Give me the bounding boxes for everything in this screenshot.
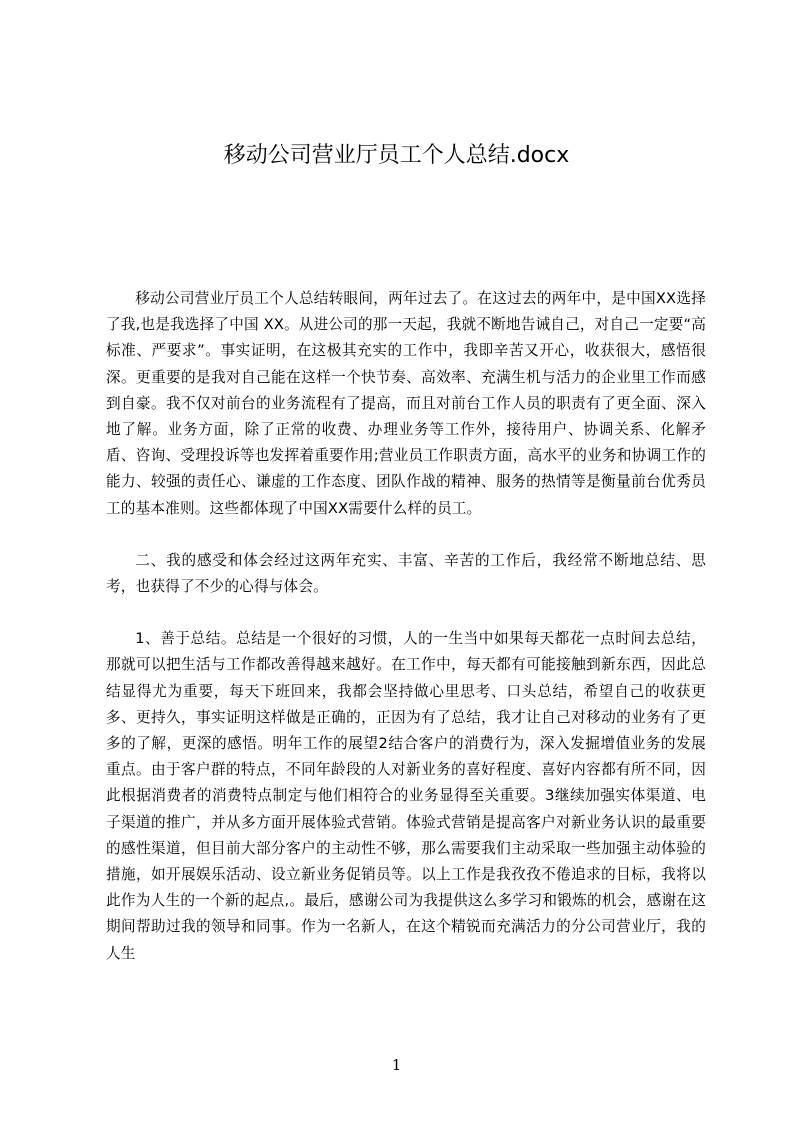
document-body — [106, 286, 706, 993]
paragraph-feelings: 二、我的感受和体会经过这两年充实、丰富、辛苦的工作后，我经常不断地总结、思考，也获得了不少的心得与体会。 — [106, 551, 706, 596]
page-number: 1 — [391, 1056, 402, 1074]
paragraph-summary: 1、善于总结。总结是一个很好的习惯，人的一生当中如果每天都花一点时间去总结，那就可以把生活与工作都改善得越来越好。在工作中，每天都有可能接触到新东西，因此总结显得尤为重要，每天下班回来，我都会坚持做心里思考、口头总结，希望自己的收获更多、更持久，事实证明这样做是正确的，正因为有了总结，我才让自己对移动的业务有了更多的了解，更深的感悟。明年工作的展望2结合客户的消费行为，深入发掘增值业务的发展重点。由于客户群的特点，不同年龄段的人对新业务的喜好程度、喜好内容都有所不同，因此根据消费者的消费特点制定与他们相符合的业务显得至关重要。3继续加强实体渠道、电子渠道的推广，并从多方面开展体验式营销。体验式营销是提高客户对新业务认识的最重要的感性渠道，但目前大部分客户的主动性不够，那么需要我们主动采取一些加强主动体验的措施，如开展娱乐活动、设立新业务促销员等。以上工作是我孜孜不倦追求的目标，我将以此作为人生的一个新的起点,。最后，感谢公司为我提供这么多学习和锻炼的机会，感谢在这期间帮助过我的领导和同事。作为一名新人，在这个精锐而充满活力的分公司营业厅，我的人生 — [106, 630, 706, 962]
document-title: 移动公司营业厅员工个人总结.docx — [223, 143, 570, 168]
paragraph-intro: 移动公司营业厅员工个人总结转眼间，两年过去了。在这过去的两年中，是中国XX选择了我,也是我选择了中国 XX。从进公司的那一天起，我就不断地告诫自己，对自己一定要“高标准、严要求”。事实证明，在这极其充实的工作中，我即辛苦又开心，收获很大，感悟很深。更重要的是我对自己能在这样一个快节奏、高效率、充满生机与活力的企业里工作而感到自豪。我不仅对前台的业务流程有了提高，而且对前台工作人员的职责有了更全面、深入地了解。业务方面，除了正常的收费、办理业务等工作外，接待用户、协调关系、化解矛盾、咨询、受理投诉等也发挥着重要作用;营业员工作职责方面，高水平的业务和协调工作的能力、较强的责任心、谦虚的工作态度、团队作战的精神、服务的热情等是衡量前台优秀员工的基本准则。这些都体现了中国XX需要什么样的员工。 — [106, 290, 706, 517]
